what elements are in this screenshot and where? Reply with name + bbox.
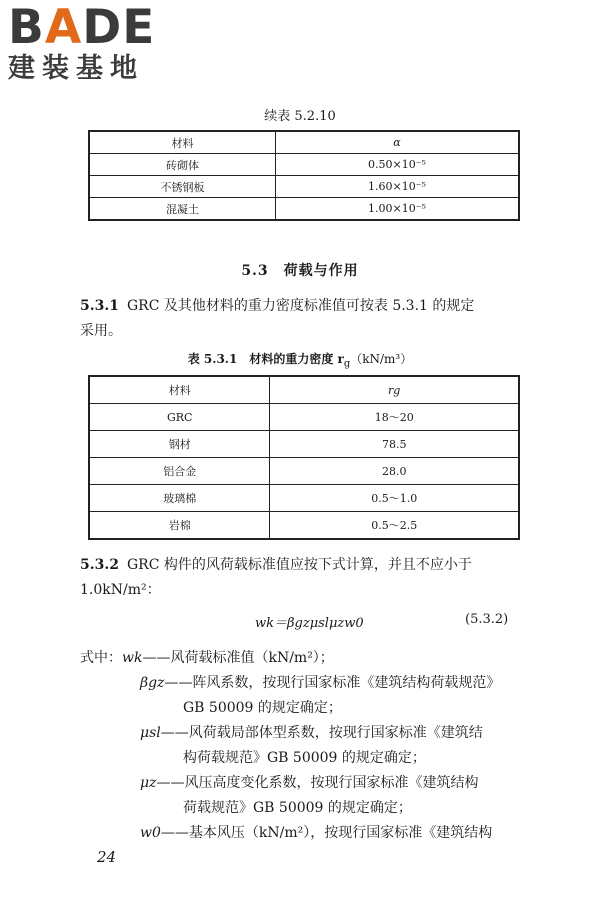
table-row — [89, 198, 519, 221]
table-cell: 0.5～2.5 — [270, 512, 519, 540]
definition-bgz: βgz——阵风系数，按现行国家标准《建筑结构荷载规范》 — [140, 675, 501, 691]
clause-text: GRC 及其他材料的重力密度标准值可按表 5.3.1 的规定 — [126, 298, 475, 314]
table-cell: 不锈钢板 — [89, 176, 275, 198]
logo-subtitle: 建装基地 — [8, 53, 144, 84]
table-cell: 28.0 — [270, 458, 519, 485]
table-row — [89, 404, 519, 431]
table-cell: 砖砌体 — [89, 154, 275, 176]
table-cell: 玻璃棉 — [89, 485, 270, 512]
table-cell: 78.5 — [270, 431, 519, 458]
table-row — [89, 458, 519, 485]
definition-wk: 式中：wk——风荷载标准值（kN/m²）； — [80, 650, 334, 666]
table-row — [89, 431, 519, 458]
table1 — [88, 130, 520, 221]
page-number: 24 — [97, 848, 117, 866]
table-header-row — [89, 131, 519, 154]
logo-wordmark: BADE — [8, 0, 156, 55]
clause-text-cont: 采用。 — [80, 323, 122, 339]
clause-number: 5.3.1 — [80, 298, 119, 314]
bade-logo — [8, 0, 178, 84]
table-cell: 铝合金 — [89, 458, 270, 485]
table1-caption: 续表 5.2.10 — [264, 109, 336, 124]
table-header-cell: 材料 — [89, 131, 275, 154]
section-title: 5.3 荷载与作用 — [241, 263, 359, 279]
formula-number: (5.3.2) — [465, 612, 509, 627]
definition-bgz-cont: GB 50009 的规定确定； — [183, 700, 342, 716]
table-cell: 1.00×10⁻⁵ — [275, 198, 519, 221]
table-header-cell: α — [275, 131, 519, 154]
definition-usl-cont: 构荷载规范》GB 50009 的规定确定； — [183, 750, 426, 766]
clause-5-3-2 — [80, 553, 530, 603]
table-cell: 0.50×10⁻⁵ — [275, 154, 519, 176]
table-cell: 0.5～1.0 — [270, 485, 519, 512]
table-cell: 岩棉 — [89, 512, 270, 540]
definition-uz: μz——风压高度变化系数，按现行国家标准《建筑结构 — [140, 775, 479, 791]
table-cell: GRC — [89, 404, 270, 431]
table-cell: 1.60×10⁻⁵ — [275, 176, 519, 198]
formula: wk＝βgzμslμzw0 — [255, 616, 364, 631]
table-row — [89, 154, 519, 176]
definition-w0: w0——基本风压（kN/m²），按现行国家标准《建筑结构 — [140, 825, 493, 841]
table-cell: 混凝土 — [89, 198, 275, 221]
table-cell: 18～20 — [270, 404, 519, 431]
table-row — [89, 485, 519, 512]
clause-text-cont: 1.0kN/m²： — [80, 582, 161, 598]
table-row — [89, 176, 519, 198]
clause-number: 5.3.2 — [80, 557, 119, 573]
definition-usl: μsl——风荷载局部体型系数，按现行国家标准《建筑结 — [140, 725, 483, 741]
table-row — [89, 512, 519, 540]
table2 — [88, 375, 520, 540]
table-header-cell: rg — [270, 376, 519, 404]
table-header-cell: 材料 — [89, 376, 270, 404]
definition-uz-cont: 荷载规范》GB 50009 的规定确定； — [183, 800, 412, 816]
clause-text: GRC 构件的风荷载标准值应按下式计算，并且不应小于 — [126, 557, 472, 573]
table-header-row — [89, 376, 519, 404]
table-cell: 钢材 — [89, 431, 270, 458]
table2-caption: 表 5.3.1 材料的重力密度 $r_g(kN/m^3)$ — [187, 352, 413, 370]
clause-5-3-1 — [80, 294, 530, 344]
